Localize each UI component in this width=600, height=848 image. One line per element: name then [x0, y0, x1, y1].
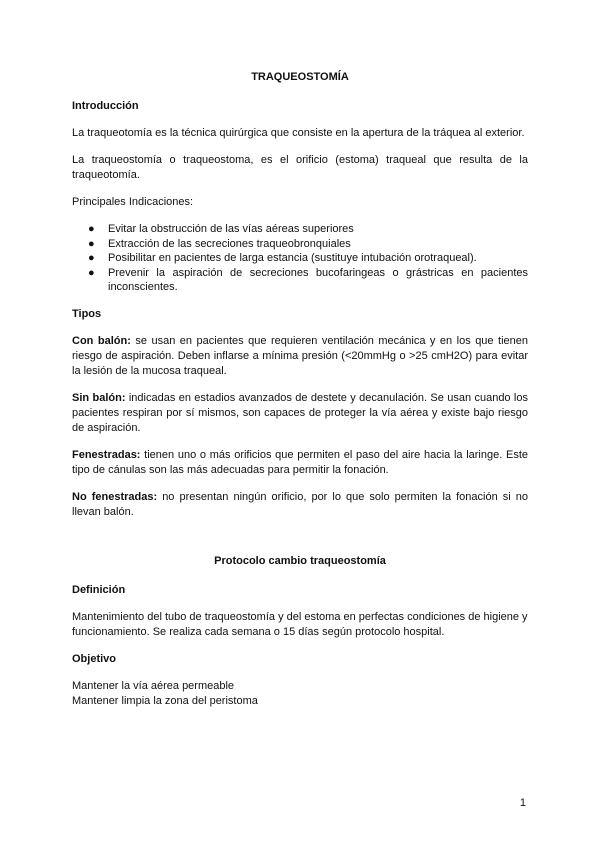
tipo-fenestradas	[72, 448, 528, 478]
section-spacer	[72, 532, 528, 554]
list-item	[88, 237, 528, 252]
intro-paragraph-1: La traqueotomía es la técnica quirúrgica que consiste en la apertura de la tráquea al exterior.	[72, 127, 525, 139]
list-item	[88, 222, 528, 237]
list-item-text: Extracción de las secreciones traqueobronquiales	[108, 237, 351, 250]
bullet-icon: ●	[88, 237, 95, 250]
tipo-label: Fenestradas:	[72, 448, 141, 461]
objective-line: Mantener limpia la zona del peristoma	[72, 694, 258, 707]
intro-heading: Introducción	[72, 100, 139, 112]
tipo-no-fenestradas	[72, 490, 528, 520]
bullet-icon: ●	[88, 266, 95, 279]
indications-list	[72, 222, 528, 295]
tipo-text: no presentan ningún orificio, por lo que solo permiten la fonación si no llevan balón.	[72, 490, 528, 518]
tipos-heading: Tipos	[72, 307, 102, 320]
objective-line: Mantener la vía aérea permeable	[72, 679, 235, 692]
list-item	[88, 266, 528, 295]
indications-label: Principales Indicaciones:	[72, 196, 194, 208]
page-content	[72, 70, 528, 709]
list-item	[88, 251, 528, 266]
tipo-label: Sin balón:	[72, 391, 126, 404]
list-item-text: Evitar la obstrucción de las vías aéreas superiores	[108, 223, 354, 235]
bullet-icon: ●	[88, 223, 95, 235]
list-item-text: Prevenir la aspiración de secreciones bucofaringeas o grástricas en pacientes inconscientes.	[108, 266, 528, 293]
page-number: 1	[519, 797, 526, 809]
document-title: TRAQUEOSTOMÍA	[251, 71, 349, 83]
tipo-text: tienen uno o más orificios que permiten el paso del aire hacia la laringe. Este tipo de cánulas son las más adecuadas para permitir la fonación.	[72, 448, 528, 476]
list-item-text: Posibilitar en pacientes de larga estancia (sustituye intubación orotraqueal).	[108, 252, 477, 264]
tipo-label: Con balón:	[72, 334, 131, 347]
objective-heading: Objetivo	[72, 652, 117, 665]
definition-text: Mantenimiento del tubo de traqueostomía y del estoma en perfectas condiciones de higiene y funcionamiento. Se realiza cada semana o 15 días según protocolo hospital.	[72, 610, 528, 638]
bullet-icon: ●	[88, 252, 95, 264]
intro-paragraph-2: La traqueostomía o traqueostoma, es el orificio (estoma) traqueal que resulta de la traqueotomía.	[72, 154, 528, 181]
tipo-text: se usan en pacientes que requieren ventilación mecánica y en los que tienen riesgo de aspiración. Deben inflarse a mínima presión (<20mmHg o >25 cmH2O) para evitar la lesión de la mucosa traqueal.	[72, 334, 529, 377]
tipo-con-balon	[72, 334, 528, 379]
tipo-label: No fenestradas:	[72, 490, 158, 503]
objective-lines	[72, 679, 528, 709]
tipo-sin-balon	[72, 391, 528, 436]
tipo-text: indicadas en estadios avanzados de destete y decanulación. Se usan cuando los pacientes respiran por sí mismos, son capaces de proteger la vía aérea y existe bajo riesgo de aspiración.	[72, 391, 528, 434]
protocol-title: Protocolo cambio traqueostomía	[214, 554, 386, 567]
definition-heading: Definición	[72, 583, 126, 596]
